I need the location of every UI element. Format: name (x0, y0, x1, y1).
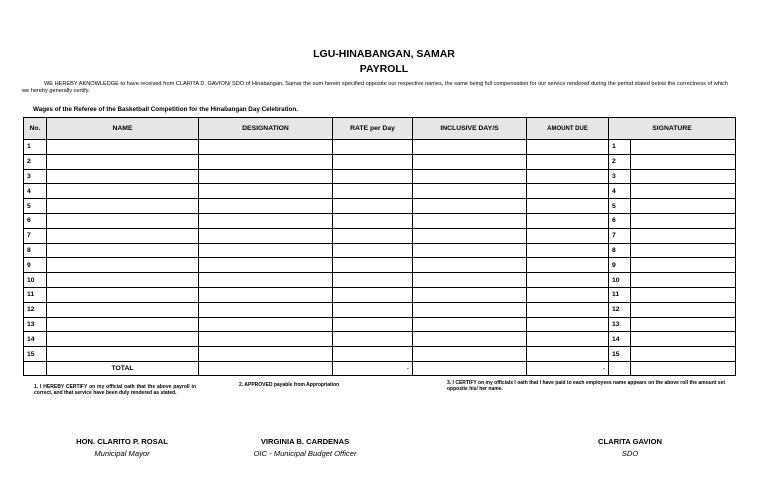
row-number: 15 (24, 347, 47, 362)
signature-cell (631, 140, 736, 155)
signature-cell (631, 287, 736, 302)
signature-number: 12 (609, 302, 631, 317)
table-row (24, 169, 736, 184)
signature-cell (631, 213, 736, 228)
amount-due-cell (527, 317, 609, 332)
total-cell (199, 362, 333, 376)
signatory-sdo (570, 437, 690, 458)
name-cell (47, 140, 199, 155)
row-number: 12 (24, 302, 47, 317)
col-header-amount-due: AMOUNT DUE (527, 118, 609, 140)
col-header-signature: SIGNATURE (609, 118, 736, 140)
row-number: 5 (24, 199, 47, 214)
inclusive-days-cell (413, 317, 527, 332)
table-row (24, 184, 736, 199)
header-row (24, 118, 736, 140)
rate-cell (333, 347, 413, 362)
signature-number: 14 (609, 332, 631, 347)
signatory-name: CLARITA GAVION (598, 437, 662, 446)
designation-cell (199, 258, 333, 273)
designation-cell (199, 228, 333, 243)
amount-due-cell (527, 243, 609, 258)
name-cell (47, 258, 199, 273)
signature-number: 11 (609, 287, 631, 302)
inclusive-days-cell (413, 154, 527, 169)
signatory-budget-officer (230, 437, 380, 458)
signatory-name: HON. CLARITO P. ROSAL (76, 437, 168, 446)
inclusive-days-cell (413, 302, 527, 317)
designation-cell (199, 140, 333, 155)
total-cell (24, 362, 47, 376)
signature-cell (631, 273, 736, 288)
name-cell (47, 154, 199, 169)
row-number: 8 (24, 243, 47, 258)
amount-due-cell (527, 140, 609, 155)
rate-cell (333, 317, 413, 332)
table-row (24, 287, 736, 302)
name-cell (47, 332, 199, 347)
designation-cell (199, 347, 333, 362)
table-row (24, 213, 736, 228)
signature-cell (631, 154, 736, 169)
table-row (24, 273, 736, 288)
name-cell (47, 347, 199, 362)
col-header-rate: RATE per Day (333, 118, 413, 140)
amount-due-cell (527, 228, 609, 243)
table-row (24, 154, 736, 169)
inclusive-days-cell (413, 347, 527, 362)
row-number: 2 (24, 154, 47, 169)
amount-due-cell (527, 332, 609, 347)
certification-2: 2. APPROVED payable from Appropriation (239, 382, 340, 388)
amount-due-cell (527, 199, 609, 214)
designation-cell (199, 332, 333, 347)
signatory-position: OIC - Municipal Budget Officer (253, 449, 357, 458)
amount-due-cell (527, 154, 609, 169)
total-cell (631, 362, 736, 376)
document-title: PAYROLL (359, 63, 409, 75)
designation-cell (199, 154, 333, 169)
signature-number: 5 (609, 199, 631, 214)
col-header-designation: DESIGNATION (199, 118, 333, 140)
amount-due-cell (527, 258, 609, 273)
inclusive-days-cell (413, 140, 527, 155)
inclusive-days-cell (413, 273, 527, 288)
signature-number: 13 (609, 317, 631, 332)
designation-cell (199, 273, 333, 288)
rate-cell (333, 184, 413, 199)
signature-number: 2 (609, 154, 631, 169)
name-cell (47, 169, 199, 184)
signature-cell (631, 184, 736, 199)
name-cell (47, 228, 199, 243)
inclusive-days-cell (413, 243, 527, 258)
rate-cell (333, 273, 413, 288)
designation-cell (199, 302, 333, 317)
designation-cell (199, 169, 333, 184)
table-row (24, 199, 736, 214)
rate-cell (333, 169, 413, 184)
payroll-table (23, 117, 736, 376)
row-number: 14 (24, 332, 47, 347)
certification-3: 3. I CERTIFY on my officials I oath that I have paid to each employees name appears on the above roll the amount set opposite his/ her name. (447, 380, 726, 393)
municipality-title: LGU-HINABANGAN, SAMAR (313, 48, 455, 60)
amount-due-cell (527, 347, 609, 362)
signature-number: 8 (609, 243, 631, 258)
signature-number: 4 (609, 184, 631, 199)
signature-number: 6 (609, 213, 631, 228)
name-cell (47, 302, 199, 317)
row-number: 4 (24, 184, 47, 199)
rate-total: - (333, 362, 413, 376)
designation-cell (199, 184, 333, 199)
signature-cell (631, 332, 736, 347)
total-cell (413, 362, 527, 376)
rate-cell (333, 199, 413, 214)
total-cell (609, 362, 631, 376)
signature-number: 15 (609, 347, 631, 362)
table-row (24, 347, 736, 362)
signature-cell (631, 302, 736, 317)
amount-due-cell (527, 169, 609, 184)
table-row (24, 332, 736, 347)
inclusive-days-cell (413, 199, 527, 214)
signatory-name: VIRGINIA B. CARDENAS (260, 437, 350, 446)
rate-cell (333, 258, 413, 273)
row-number: 7 (24, 228, 47, 243)
designation-cell (199, 213, 333, 228)
signature-cell (631, 199, 736, 214)
signatory-position: Municipal Mayor (94, 449, 150, 458)
row-number: 13 (24, 317, 47, 332)
certification-1: 1. I HEREBY CERTIFY on my official oath that the above payroll in correct, and that service have been duly rendered as stated. (34, 384, 196, 397)
inclusive-days-cell (413, 213, 527, 228)
col-header-no: No. (24, 118, 47, 140)
amount-due-cell (527, 213, 609, 228)
signature-number: 3 (609, 169, 631, 184)
table-row (24, 243, 736, 258)
signature-cell (631, 258, 736, 273)
name-cell (47, 213, 199, 228)
signature-number: 7 (609, 228, 631, 243)
name-cell (47, 184, 199, 199)
wages-title: Wages of the Referee of the Basketball Competition for the Hinabangan Day Celebration. (33, 106, 298, 113)
row-number: 11 (24, 287, 47, 302)
inclusive-days-cell (413, 228, 527, 243)
rate-cell (333, 228, 413, 243)
rate-cell (333, 302, 413, 317)
signature-number: 9 (609, 258, 631, 273)
amount-due-cell (527, 273, 609, 288)
row-number: 10 (24, 273, 47, 288)
inclusive-days-cell (413, 169, 527, 184)
row-number: 1 (24, 140, 47, 155)
signature-cell (631, 317, 736, 332)
acknowledgement-text: WE HEREBY AKNOWLEDGE to have received from CLARITA D. GAVION/ SDO of Hinabangan, Samar the sum herein specified opposite our respective names, the same being full compensation for our service rendered during the period stated below the correctness of which we hereby generally certify. (22, 81, 728, 95)
name-cell (47, 317, 199, 332)
rate-cell (333, 140, 413, 155)
total-label: TOTAL (47, 362, 199, 376)
signatory-position: SDO (621, 449, 639, 458)
amount-due-cell (527, 184, 609, 199)
table-row (24, 228, 736, 243)
table-row (24, 317, 736, 332)
amount-due-cell (527, 302, 609, 317)
name-cell (47, 287, 199, 302)
rate-cell (333, 287, 413, 302)
table-row (24, 302, 736, 317)
signatory-mayor (52, 437, 192, 458)
designation-cell (199, 287, 333, 302)
row-number: 6 (24, 213, 47, 228)
row-number: 3 (24, 169, 47, 184)
signature-cell (631, 347, 736, 362)
signature-cell (631, 243, 736, 258)
name-cell (47, 243, 199, 258)
inclusive-days-cell (413, 184, 527, 199)
rate-cell (333, 154, 413, 169)
table-row (24, 140, 736, 155)
signature-number: 1 (609, 140, 631, 155)
total-row (24, 362, 736, 376)
name-cell (47, 273, 199, 288)
designation-cell (199, 317, 333, 332)
col-header-name: NAME (47, 118, 199, 140)
designation-cell (199, 243, 333, 258)
table-row (24, 258, 736, 273)
name-cell (47, 199, 199, 214)
row-number: 9 (24, 258, 47, 273)
inclusive-days-cell (413, 332, 527, 347)
rate-cell (333, 243, 413, 258)
designation-cell (199, 199, 333, 214)
amount-total: - (527, 362, 609, 376)
rate-cell (333, 213, 413, 228)
signature-number: 10 (609, 273, 631, 288)
inclusive-days-cell (413, 287, 527, 302)
inclusive-days-cell (413, 258, 527, 273)
rate-cell (333, 332, 413, 347)
signature-cell (631, 169, 736, 184)
col-header-inclusive-days: INCLUSIVE DAY/S (413, 118, 527, 140)
signature-cell (631, 228, 736, 243)
amount-due-cell (527, 287, 609, 302)
